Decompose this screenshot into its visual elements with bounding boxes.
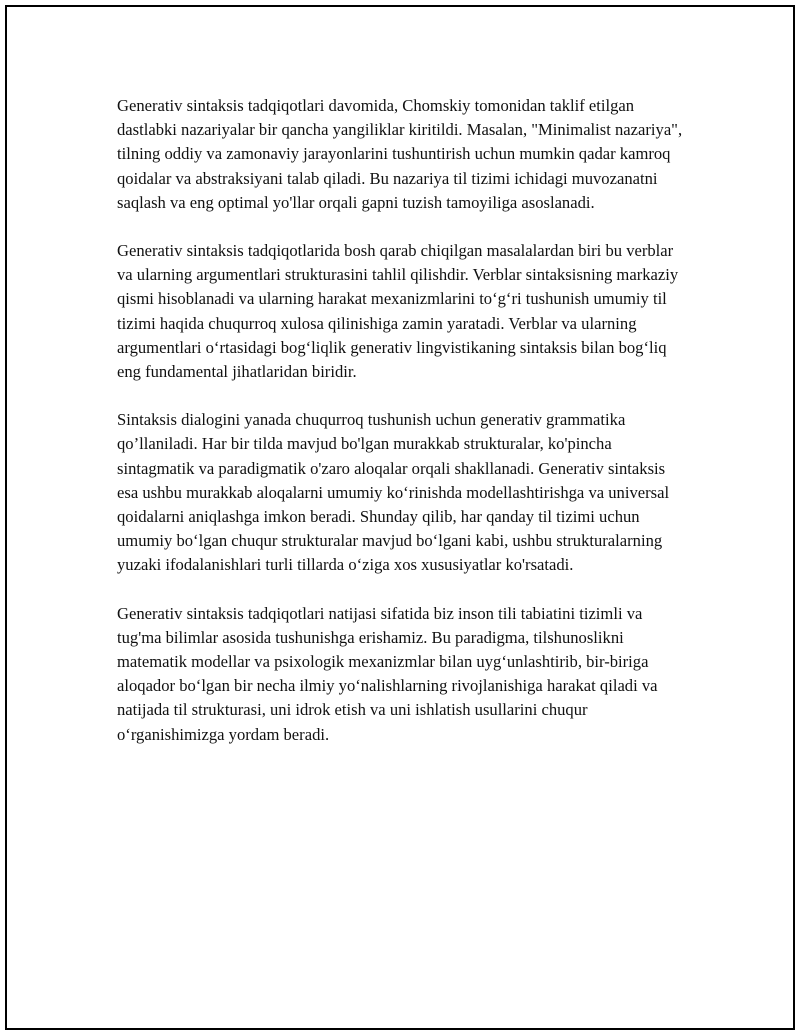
paragraph-2: Generativ sintaksis tadqiqotlarida bosh qarab chiqilgan masalalardan biri bu verblar va ularning argumentlari strukturasini tahlil qilishdir. Verblar sintaksisning markaziy qismi hisoblanadi va ularning harakat mexanizmlarini to‘g‘ri tushunish umumiy til tizimi haqida chuqurroq xulosa qilinishiga zamin yaratadi. Verblar va ularning argumentlari o‘rtasidagi bog‘liqlik generativ lingvistikaning sintaksis bilan bog‘liq eng fundamental jihatlaridan biridir. xyxy=(117,241,679,382)
paragraph-4: Generativ sintaksis tadqiqotlari natijasi sifatida biz inson tili tabiatini tizimli va tug'ma bilimlar asosida tushunishga erishamiz. Bu paradigma, tilshunoslikni matematik modellar va psixologik mexanizmlar bilan uyg‘unlashtirib, bir-biriga aloqador bo‘lgan bir necha ilmiy yo‘nalishlarning rivojlanishiga harakat qiladi va natijada til strukturasi, uni idrok etish va uni ishlatish usullarini chuqur o‘rganishimizga yordam beradi. xyxy=(117,603,658,744)
document-body xyxy=(117,94,687,771)
paragraph-3: Sintaksis dialogini yanada chuqurroq tushunish uchun generativ grammatika qo’llaniladi. Har bir tilda mavjud bo'lgan murakkab strukturalar, ko'pincha sintagmatik va paradigmatik o'zaro aloqalar orqali shakllanadi. Generativ sintaksis esa ushbu murakkab aloqalarni umumiy ko‘rinishda modellashtirishga va universal qoidalarni aniqlashga imkon beradi. Shunday qilib, har qanday til tizimi uchun umumiy bo‘lgan chuqur strukturalar mavjud bo‘lgani kabi, ushbu strukturalarning yuzaki ifodalanishlari turli tillarda o‘ziga xos xususiyatlar ko'rsatadi. xyxy=(117,410,670,575)
paragraph-1: Generativ sintaksis tadqiqotlari davomida, Chomskiy tomonidan taklif etilgan dastlabki nazariyalar bir qancha yangiliklar kiritildi. Masalan, "Minimalist nazariya", tilning oddiy va zamonaviy jarayonlarini tushuntirish uchun mumkin qadar kamroq qoidalar va abstraksiyani talab qiladi. Bu nazariya til tizimi ichidagi muvozanatni saqlash va eng optimal yo'llar orqali gapni tuzish tamoyiliga asoslanadi. xyxy=(117,96,683,212)
